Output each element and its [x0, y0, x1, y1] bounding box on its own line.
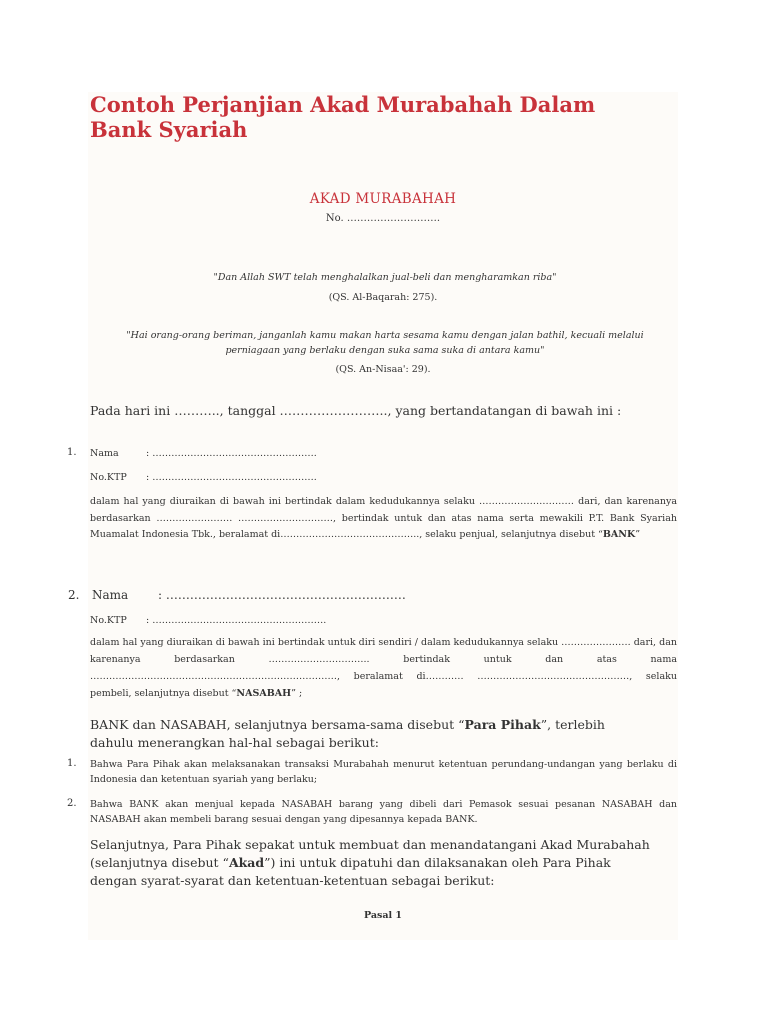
party-2-alias: NASABAH [236, 688, 292, 699]
para-pihak-term: Para Pihak [464, 717, 541, 732]
party-2-description [90, 634, 677, 702]
para-pihak-text: BANK dan NASABAH, selanjutnya bersama-sama disebut “ [90, 717, 465, 732]
closing-text-end: ”) ini untuk dipatuhi dan dilaksanakan oleh Para Pihak dengan syarat-syarat dan ketentuan-ketentuan sebagai berikut: [90, 855, 611, 888]
contract-number: No. ………………………. [325, 213, 441, 224]
page-title: Contoh Perjanjian Akad Murabahah Dalam Bank Syariah [90, 92, 596, 142]
party-2-body-text: dalam hal yang diuraikan di bawah ini bertindak untuk diri sendiri / dalam kedudukannya selaku …………………. dari, dan karenanya berdasarkan ………………………….. bertindak untuk dan atas nama ……………………………………………………………………, beralamat di………… …………………………………………, selaku pembeli, selanjutnya disebut “ [90, 637, 677, 699]
pasal-heading: Pasal 1 [363, 910, 403, 921]
party-1-description [90, 494, 677, 544]
quote-1: "Dan Allah SWT telah menghalalkan jual-beli dan mengharamkan riba" [213, 272, 557, 283]
citation-2: (QS. An-Nisaa': 29). [335, 364, 431, 375]
point-2-number: 2. [67, 798, 77, 809]
party-1-number: 1. [67, 447, 77, 458]
party-1-alias: BANK [602, 529, 636, 540]
akad-term: Akad [228, 855, 265, 870]
intro-paragraph: Pada hari ini ……….., tanggal …………………….., yang bertandatangan di bawah ini : [90, 403, 622, 418]
closing-paragraph [90, 836, 660, 890]
party-2-number: 2. [68, 588, 80, 602]
party-1-body-text: dalam hal yang diuraikan di bawah ini bertindak dalam kedudukannya selaku ………………………… dari, dan karenanya berdasarkan …………………… …………………………, bertindak untuk dan atas nama serta mewakili P.T. Bank Syariah Muamalat Indonesia Tbk., beralamat di…………………………………….., selaku penjual, selanjutnya disebut “ [90, 496, 677, 540]
closing-text: Selanjutnya, Para Pihak sepakat untuk membuat dan menandatangani Akad Murabahah (selanjutnya disebut “ [90, 837, 650, 870]
para-pihak-paragraph [90, 716, 650, 752]
citation-1: (QS. Al-Baqarah: 275). [328, 292, 438, 303]
party-2-ktp-label: No.KTP [90, 615, 127, 626]
party-1-name-value: : ……………………………………………. [146, 448, 317, 459]
point-2-text: Bahwa BANK akan menjual kepada NASABAH barang yang dibeli dari Pemasok sesuai pesanan NASABAH dan NASABAH akan membeli barang sesuai dengan yang dipesannya kepada BANK. [90, 799, 677, 825]
point-1-text: Bahwa Para Pihak akan melaksanakan transaksi Murabahah menurut ketentuan perundang-undangan yang berlaku di Indonesia dan ketentuan syariah yang berlaku; [90, 759, 677, 785]
party-2-ktp-value: : ………………………………………………. [146, 615, 327, 626]
point-1-number: 1. [67, 758, 77, 769]
party-2-name-label: Nama [92, 588, 129, 602]
quote-2: "Hai orang-orang beriman, janganlah kamu makan harta sesama kamu dengan jalan bathil, kecuali melalui perniagaan yang berlaku dengan suka sama suka di antara kamu" [126, 330, 644, 356]
party-2-name-value: : …………………………………………………… [158, 588, 406, 602]
para-pihak-text-end: ”, terlebih dahulu menerangkan hal-hal sebagai berikut: [90, 717, 605, 750]
party-1-ktp-value: : ……………………………………………. [146, 472, 317, 483]
party-2-body-end: ” ; [291, 688, 303, 699]
party-1-body-end: ” [635, 529, 641, 540]
contract-heading: AKAD MURABAHAH [309, 191, 457, 207]
party-1-name-label: Nama [90, 448, 119, 459]
party-1-ktp-label: No.KTP [90, 472, 127, 483]
